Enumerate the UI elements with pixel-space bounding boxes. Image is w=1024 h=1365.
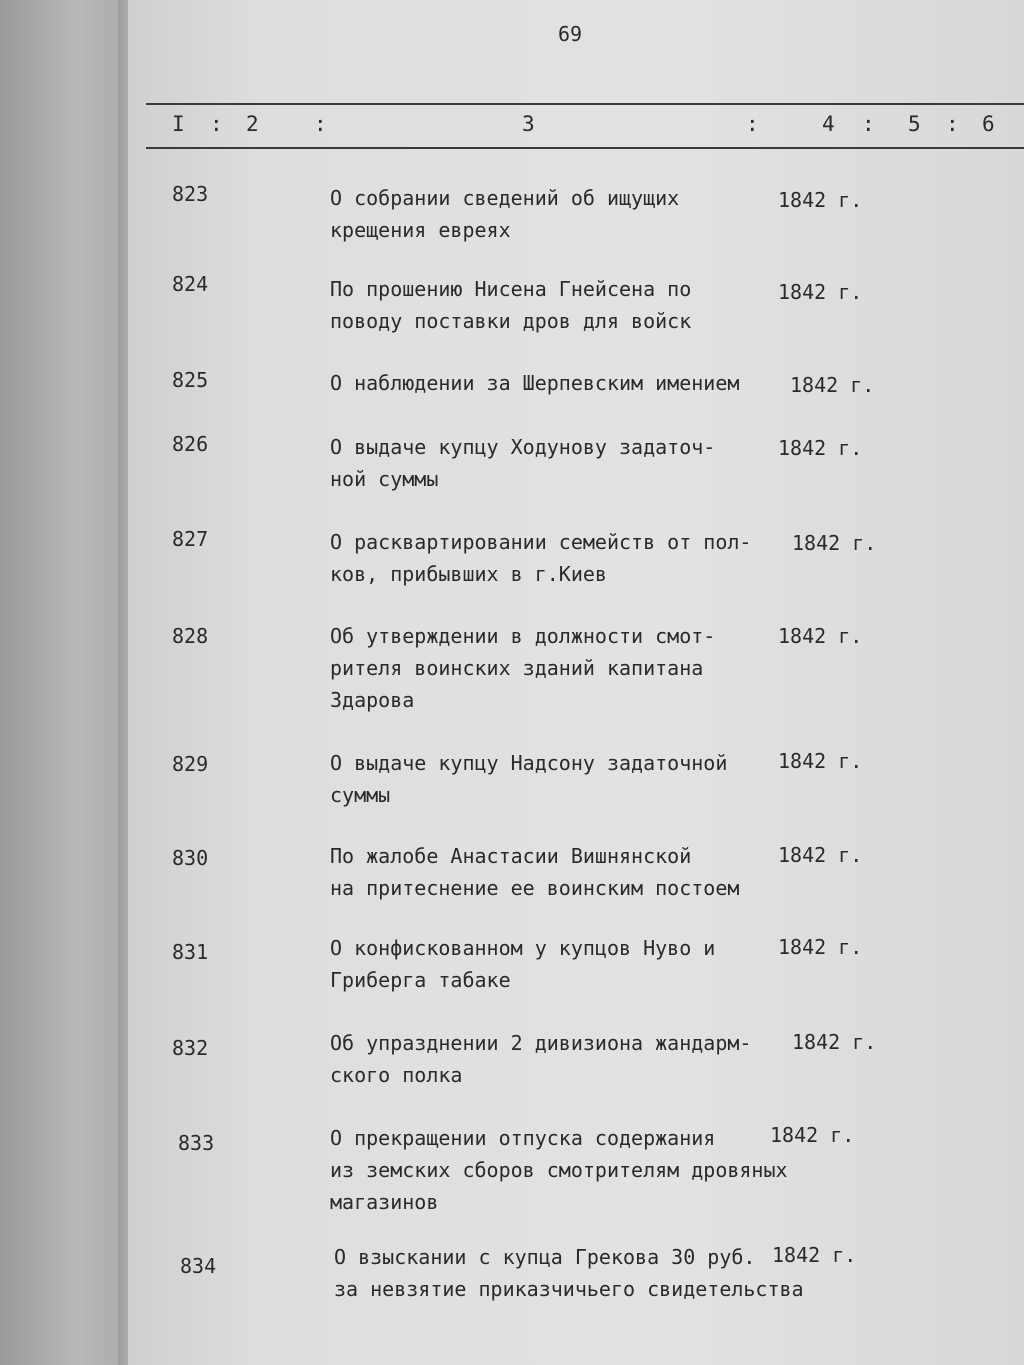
entry-description: О конфискованном у купцов Нуво и Гриберга табаке xyxy=(330,936,716,992)
entry-year: 1842 г. xyxy=(778,843,863,867)
entry-number: 826 xyxy=(172,432,209,456)
entry-number: 832 xyxy=(172,1036,209,1060)
entry-description: О прекращении отпуска содержания из земских сборов смотрителям дровяных магазинов xyxy=(330,1126,788,1214)
entry-number: 827 xyxy=(172,527,209,551)
column-separator: : xyxy=(314,112,327,136)
column-separator: : xyxy=(210,112,223,136)
left-page-edge xyxy=(0,0,130,1365)
entry-number: 824 xyxy=(172,272,209,296)
entry-description: О взыскании с купца Грекова 30 руб. за невзятие приказчичьего свидетельства xyxy=(334,1245,804,1301)
column-header-5: 5 xyxy=(908,112,921,136)
entry-number: 834 xyxy=(180,1254,217,1278)
entry-description: О собрании сведений об ищущих крещения евреях xyxy=(330,186,680,242)
column-separator: : xyxy=(862,112,875,136)
entry-description: Об утверждении в должности смот- рителя воинских зданий капитана Здарова xyxy=(330,624,716,712)
column-header-2: 2 xyxy=(246,112,259,136)
entry-year: 1842 г. xyxy=(792,531,877,555)
entry-year: 1842 г. xyxy=(778,188,863,212)
entry-number: 828 xyxy=(172,624,209,648)
entry-description: По прошению Нисена Гнейсена по поводу поставки дров для войск xyxy=(330,277,692,333)
entry-description: О выдаче купцу Надсону задаточной суммы xyxy=(330,751,728,807)
entry-description: По жалобе Анастасии Вишнянской на притеснение ее воинским постоем xyxy=(330,844,740,900)
entry-description: О выдаче купцу Ходунову задаточ- ной суммы xyxy=(330,435,716,491)
entry-year: 1842 г. xyxy=(778,935,863,959)
entry-year: 1842 г. xyxy=(778,749,863,773)
entry-year: 1842 г. xyxy=(778,624,863,648)
header-rule-bottom xyxy=(146,147,1024,149)
entry-number: 825 xyxy=(172,368,209,392)
entry-description: О расквартировании семейств от пол- ков, прибывших в г.Киев xyxy=(330,530,752,586)
column-separator: : xyxy=(946,112,959,136)
entry-year: 1842 г. xyxy=(772,1243,857,1267)
entry-description: О наблюдении за Шерпевским имением xyxy=(330,371,740,395)
entry-year: 1842 г. xyxy=(792,1030,877,1054)
column-header-1: I xyxy=(172,112,185,136)
column-header-3: 3 xyxy=(522,112,535,136)
entry-year: 1842 г. xyxy=(778,280,863,304)
column-header-4: 4 xyxy=(822,112,835,136)
entry-year: 1842 г. xyxy=(770,1123,855,1147)
page-number: 69 xyxy=(558,22,583,46)
entry-number: 830 xyxy=(172,846,209,870)
entry-year: 1842 г. xyxy=(790,373,875,397)
column-separator: : xyxy=(746,112,759,136)
header-rule-top xyxy=(146,103,1024,105)
entry-year: 1842 г. xyxy=(778,436,863,460)
entry-description: Об упразднении 2 дивизиона жандарм- ского полка xyxy=(330,1031,752,1087)
entry-number: 823 xyxy=(172,182,209,206)
entry-number: 833 xyxy=(178,1131,215,1155)
column-header-6: 6 xyxy=(982,112,995,136)
entry-number: 831 xyxy=(172,940,209,964)
entry-number: 829 xyxy=(172,752,209,776)
